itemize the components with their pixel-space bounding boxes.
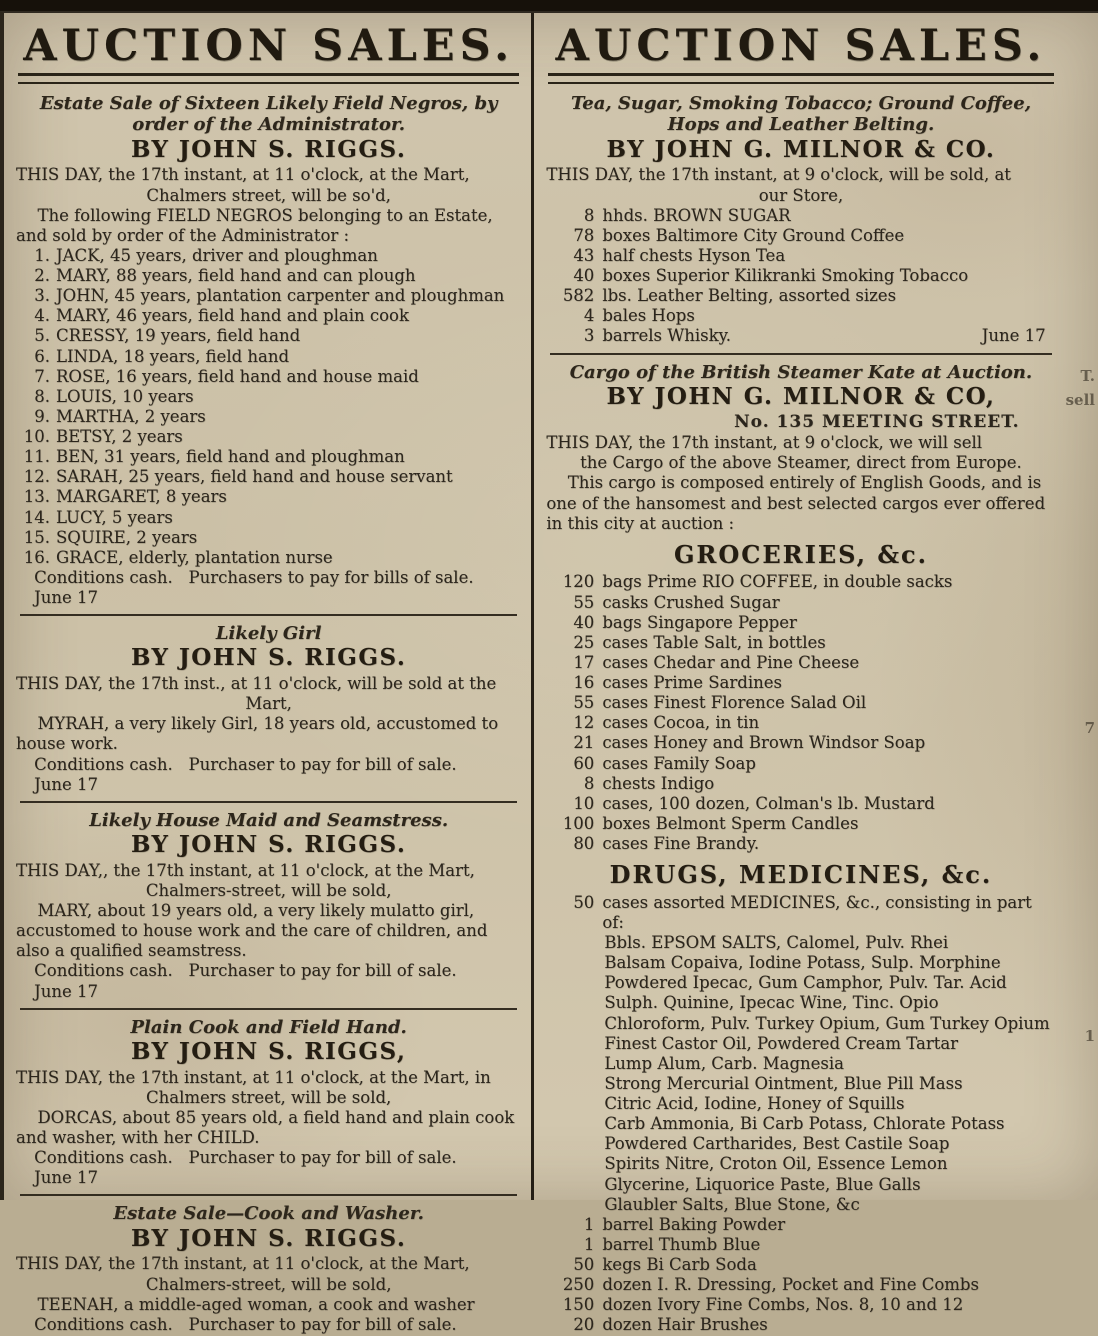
goods-entry xyxy=(546,613,1055,633)
item-text: cases Honey and Brown Windsor Soap xyxy=(602,733,926,753)
drug-line: Glaubler Salts, Blue Stone, &c xyxy=(604,1194,860,1214)
quantity: 80 xyxy=(573,834,595,854)
item-text: cases Cocoa, in tin xyxy=(602,713,760,733)
body-line: THIS DAY,, the 17th instant, at 11 o'clock, at the Mart, xyxy=(16,860,475,880)
item-text: LOUIS, 10 years xyxy=(56,386,194,406)
ad-separator-rule xyxy=(20,1194,517,1196)
ad-title: Estate Sale of Sixteen Likely Field Negros, by order of the Administrator. xyxy=(39,93,498,136)
quantity: 16 xyxy=(573,673,595,693)
masthead-double-rule xyxy=(18,73,519,84)
quantity: 21 xyxy=(573,733,595,753)
ad-cargo-steamer-kate xyxy=(546,362,1055,1336)
body-line: THIS DAY, the 17th instant, at 9 o'clock, will be sold, at xyxy=(546,165,1011,185)
groceries-list xyxy=(546,572,1055,854)
quantity: 11. xyxy=(23,447,50,467)
ad-estate-sale-cook-washer xyxy=(16,1203,521,1334)
quantity: 150 xyxy=(562,1295,595,1315)
person-entry xyxy=(16,246,521,266)
person-entry xyxy=(16,427,521,447)
body-line: the Cargo of the above Steamer, direct from Europe. xyxy=(580,453,1022,473)
ad-body xyxy=(16,674,521,755)
person-entry xyxy=(16,326,521,346)
item-text: cases Fine Brandy. xyxy=(602,834,760,854)
item-text: cases Family Soap xyxy=(602,753,756,773)
ad-body xyxy=(16,1068,521,1149)
goods-entry xyxy=(546,893,1055,933)
body-line: THIS DAY, the 17th instant, at 11 o'clock, at the Mart, xyxy=(16,165,470,185)
person-entry xyxy=(16,467,521,487)
item-text: cases Chedar and Pine Cheese xyxy=(602,652,860,672)
auctioneer-byline: BY JOHN S. RIGGS, xyxy=(130,1037,407,1065)
quantity: 43 xyxy=(573,245,595,265)
item-text: hhds. BROWN SUGAR xyxy=(602,205,791,225)
goods-entry xyxy=(546,306,1055,326)
item-text: dozen Hair Brushes xyxy=(602,1315,768,1335)
body-line: THIS DAY, the 17th instant, at 11 o'clock, at the Mart, xyxy=(16,1254,470,1274)
quantity: 55 xyxy=(573,693,595,713)
quantity: 12 xyxy=(573,713,595,733)
item-text: SARAH, 25 years, field hand and house servant xyxy=(56,467,453,487)
item-text: GRACE, elderly, plantation nurse xyxy=(56,547,333,567)
quantity: 14. xyxy=(23,507,50,527)
numbered-person-list xyxy=(16,246,521,568)
ad-title: Tea, Sugar, Smoking Tobacco; Ground Coffee, Hops and Leather Belting. xyxy=(570,93,1031,136)
item-text: SQUIRE, 2 years xyxy=(56,527,198,547)
goods-entry xyxy=(546,593,1055,613)
goods-entry xyxy=(546,1255,1055,1275)
item-text: barrels Whisky. xyxy=(602,326,731,346)
left-masthead-title: AUCTION SALES. xyxy=(23,21,515,71)
auctioneer-byline: BY JOHN S. RIGGS. xyxy=(130,135,407,163)
text-fragment: 7 xyxy=(1084,719,1095,737)
right-masthead-title: AUCTION SALES. xyxy=(555,21,1047,71)
newspaper-sheet xyxy=(0,11,1098,1335)
goods-entry xyxy=(546,246,1055,266)
conditions-line: Conditions cash. Purchasers to pay for bills of sale. xyxy=(34,567,474,587)
auctioneer-address: No. 135 MEETING STREET. xyxy=(734,412,1020,433)
ad-separator-rule xyxy=(20,614,517,616)
quantity: 12. xyxy=(23,467,50,487)
ad-date: June 17 xyxy=(34,774,99,794)
ad-separator-rule xyxy=(550,353,1051,355)
body-line: The following FIELD NEGROS belonging to an Estate, and sold by order of the Administrator : xyxy=(16,205,493,245)
ad-title: Likely Girl xyxy=(215,623,322,645)
person-entry xyxy=(16,387,521,407)
drug-line: Citric Acid, Iodine, Honey of Squills xyxy=(604,1094,905,1114)
body-line: Chalmers street, will be sold, xyxy=(146,1087,392,1107)
person-entry xyxy=(16,487,521,507)
quantity: 9. xyxy=(34,406,50,426)
goods-entry xyxy=(546,713,1055,733)
person-entry xyxy=(16,508,521,528)
goods-entry xyxy=(546,1315,1055,1335)
item-text: barrel Thumb Blue xyxy=(602,1234,761,1254)
body-line: MYRAH, a very likely Girl, 18 years old, accustomed to house work. xyxy=(16,714,499,754)
body-line: This cargo is composed entirely of English Goods, and is one of the hansomest and best selected cargos ever offered in this city at auction : xyxy=(546,473,1046,533)
page-top-edge xyxy=(0,0,1098,11)
drug-line: Carb Ammonia, Bi Carb Potass, Chlorate Potass xyxy=(604,1114,1005,1134)
body-line: THIS DAY, the 17th inst., at 11 o'clock, will be sold at the xyxy=(16,674,497,694)
auctioneer-byline: BY JOHN S. RIGGS. xyxy=(130,644,407,672)
conditions-line: Conditions cash. Purchaser to pay for bill of sale. xyxy=(34,1314,457,1334)
goods-entry xyxy=(546,673,1055,693)
goods-entry xyxy=(546,226,1055,246)
person-entry xyxy=(16,266,521,286)
goods-entry xyxy=(546,206,1055,226)
item-date: June 17 xyxy=(981,326,1046,346)
ad-date: June 17 xyxy=(34,981,99,1001)
quantity: 1 xyxy=(583,1234,595,1254)
goods-entry xyxy=(546,286,1055,306)
person-entry xyxy=(16,407,521,427)
goods-entry xyxy=(546,1235,1055,1255)
quantity: 50 xyxy=(573,892,595,912)
ad-house-maid-seamstress xyxy=(16,810,521,1002)
person-entry xyxy=(16,528,521,548)
body-line: Mart, xyxy=(245,694,292,714)
item-text: boxes Baltimore City Ground Coffee xyxy=(602,225,905,245)
auctioneer-byline: BY JOHN S. RIGGS. xyxy=(130,1224,407,1252)
text-fragment: sell xyxy=(1065,391,1095,409)
auctioneer-byline: BY JOHN G. MILNOR & CO. xyxy=(606,135,996,163)
item-text: cases, 100 dozen, Colman's lb. Mustard xyxy=(602,793,935,813)
quantity: 8 xyxy=(583,773,595,793)
body-line: Chalmers-street, will be sold, xyxy=(145,1274,392,1294)
ad-separator-rule xyxy=(20,1008,517,1010)
item-text: MARY, 46 years, field hand and plain cook xyxy=(56,306,409,326)
quantity: 40 xyxy=(573,266,595,285)
quantity: 1 xyxy=(583,1214,595,1234)
conditions-line: Conditions cash. Purchaser to pay for bill of sale. xyxy=(34,754,457,774)
right-column xyxy=(534,13,1065,1335)
quantity: 1. xyxy=(34,245,50,265)
item-text: lbs. Leather Belting, assorted sizes xyxy=(602,286,897,306)
item-text: JACK, 45 years, driver and ploughman xyxy=(56,245,378,265)
body-line: THIS DAY, the 17th instant, at 11 o'clock, at the Mart, in xyxy=(16,1067,491,1087)
drug-line: Lump Alum, Carb. Magnesia xyxy=(604,1053,844,1073)
quantity: 7. xyxy=(34,366,50,386)
item-text: half chests Hyson Tea xyxy=(602,245,786,265)
drug-line: Powdered Ipecac, Gum Camphor, Pulv. Tar. Acid xyxy=(604,973,1007,993)
ad-body xyxy=(546,165,1055,205)
quantity: 5. xyxy=(34,326,50,346)
item-text: barrel Baking Powder xyxy=(602,1214,786,1234)
drug-line: Strong Mercurial Ointment, Blue Pill Mass xyxy=(604,1073,963,1093)
ad-title: Cargo of the British Steamer Kate at Auction. xyxy=(569,361,1033,383)
body-line: Chalmers street, will be so'd, xyxy=(146,185,391,205)
item-text: MARGARET, 8 years xyxy=(56,487,227,507)
conditions-line: Conditions cash. Purchaser to pay for bill of sale. xyxy=(34,961,457,981)
ad-title: Estate Sale—Cook and Washer. xyxy=(113,1203,424,1225)
item-text: boxes Belmont Sperm Candles xyxy=(602,813,859,833)
ad-estate-sale-sixteen-field-negros xyxy=(16,93,521,608)
quantity: 8. xyxy=(34,386,50,406)
quantity: 6. xyxy=(34,346,50,366)
ad-date: June 17 xyxy=(34,588,99,607)
person-entry xyxy=(16,548,521,568)
item-text: BEN, 31 years, field hand and ploughman xyxy=(56,447,405,467)
drug-line: Spirits Nitre, Croton Oil, Essence Lemon xyxy=(604,1154,948,1174)
quantity: 3. xyxy=(34,286,50,306)
item-text: boxes Superior Kilikranki Smoking Tobacco xyxy=(602,266,969,285)
body-line: our Store, xyxy=(758,185,844,205)
goods-entry xyxy=(546,834,1055,854)
quantity: 25 xyxy=(573,632,595,652)
masthead-double-rule xyxy=(548,73,1053,84)
ad-date: June 17 xyxy=(34,1168,99,1188)
body-line: Chalmers-street, will be sold, xyxy=(145,880,392,900)
body-line: DORCAS, about 85 years old, a field hand and plain cook and washer, with her CHILD. xyxy=(16,1107,515,1148)
goods-entry xyxy=(546,266,1055,286)
adjacent-column-sliver xyxy=(1066,13,1098,1200)
drug-line: Balsam Copaiva, Iodine Potass, Sulp. Morphine xyxy=(604,953,1001,973)
item-text: dozen Ivory Fine Combs, Nos. 8, 10 and 12 xyxy=(602,1295,964,1315)
goods-entry xyxy=(546,653,1055,673)
item-text: BETSY, 2 years xyxy=(56,427,183,446)
item-text: bales Hops xyxy=(602,306,695,326)
quantity: 582 xyxy=(562,286,595,306)
quantity: 55 xyxy=(573,592,595,612)
ad-tea-sugar-tobacco xyxy=(546,93,1055,346)
ad-plain-cook-field-hand xyxy=(16,1017,521,1189)
quantity: 120 xyxy=(562,572,595,592)
goods-entry xyxy=(546,1275,1055,1295)
groceries-section-heading: GROCERIES, &c. xyxy=(673,539,928,569)
item-text: JOHN, 45 years, plantation carpenter and ploughman xyxy=(56,286,505,306)
person-entry xyxy=(16,367,521,387)
quantity: 13. xyxy=(23,487,50,507)
conditions-line: Conditions cash. Purchaser to pay for bill of sale. xyxy=(34,1148,457,1168)
quantity: 4 xyxy=(583,306,595,326)
goods-entry xyxy=(546,794,1055,814)
item-text: LUCY, 5 years xyxy=(56,507,173,527)
goods-list xyxy=(546,206,1055,347)
quantity: 15. xyxy=(23,527,50,547)
drug-line: Bbls. EPSOM SALTS, Calomel, Pulv. Rhei xyxy=(604,933,949,953)
goods-entry xyxy=(546,1295,1055,1315)
person-entry xyxy=(16,347,521,367)
body-line: TEENAH, a middle-aged woman, a cook and washer xyxy=(37,1294,475,1314)
quantity: 2. xyxy=(34,266,50,285)
quantity: 3 xyxy=(583,326,595,346)
item-text: bags Singapore Pepper xyxy=(602,612,797,632)
ad-body xyxy=(16,165,521,246)
item-text: cases Finest Florence Salad Oil xyxy=(602,693,867,713)
goods-entry xyxy=(546,754,1055,774)
quantity: 17 xyxy=(573,652,595,672)
quantity: 40 xyxy=(573,612,595,632)
text-fragment: 1 xyxy=(1084,1027,1095,1045)
quantity: 16. xyxy=(23,547,50,567)
ad-body xyxy=(546,433,1055,534)
ad-body xyxy=(16,861,521,962)
item-text: cases assorted MEDICINES, &c., consisting in part of: xyxy=(602,892,1032,932)
quantity: 78 xyxy=(573,225,595,245)
ad-likely-girl xyxy=(16,623,521,795)
item-text: chests Indigo xyxy=(602,773,715,793)
quantity: 8 xyxy=(583,205,595,225)
quantity: 100 xyxy=(562,813,595,833)
item-text: ROSE, 16 years, field hand and house maid xyxy=(56,366,419,386)
item-text: dozen I. R. Dressing, Pocket and Fine Combs xyxy=(602,1275,979,1295)
ad-title: Likely House Maid and Seamstress. xyxy=(89,809,449,831)
item-text: casks Crushed Sugar xyxy=(602,592,780,612)
drug-line: Chloroform, Pulv. Turkey Opium, Gum Turkey Opium xyxy=(604,1013,1050,1033)
item-text: CRESSY, 19 years, field hand xyxy=(56,326,301,346)
goods-entry xyxy=(546,814,1055,834)
item-text: MARY, 88 years, field hand and can plough xyxy=(56,266,416,285)
item-text: cases Prime Sardines xyxy=(602,673,782,693)
item-text: cases Table Salt, in bottles xyxy=(602,632,826,652)
auctioneer-byline: BY JOHN G. MILNOR & CO, xyxy=(606,382,996,410)
body-line: MARY, about 19 years old, a very likely mulatto girl, accustomed to house work and the care of children, and also a qualified seamstress. xyxy=(16,901,488,961)
goods-entry xyxy=(546,774,1055,794)
quantity: 10. xyxy=(23,427,50,446)
drugs-intro xyxy=(546,893,1055,933)
ad-body xyxy=(16,1254,521,1314)
quantity: 250 xyxy=(562,1275,595,1295)
item-text: bags Prime RIO COFFEE, in double sacks xyxy=(602,572,953,592)
drugs-section-heading: DRUGS, MEDICINES, &c. xyxy=(609,860,993,890)
quantity: 10 xyxy=(573,793,595,813)
drug-quantified-list xyxy=(546,1215,1055,1336)
quantity: 4. xyxy=(34,306,50,326)
auctioneer-byline: BY JOHN S. RIGGS. xyxy=(130,831,407,859)
ad-title: Plain Cook and Field Hand. xyxy=(130,1016,407,1038)
quantity: 60 xyxy=(573,753,595,773)
left-column xyxy=(4,13,531,1334)
goods-entry xyxy=(546,326,1055,346)
person-entry xyxy=(16,447,521,467)
item-text: MARTHA, 2 years xyxy=(56,406,206,426)
ad-separator-rule xyxy=(20,801,517,803)
drug-line: Finest Castor Oil, Powdered Cream Tartar xyxy=(604,1033,959,1053)
drug-line: Glycerine, Liquorice Paste, Blue Galls xyxy=(604,1174,921,1194)
goods-entry xyxy=(546,572,1055,592)
body-line: THIS DAY, the 17th instant, at 9 o'clock, we will sell xyxy=(546,433,983,453)
drug-line: Sulph. Quinine, Ipecac Wine, Tinc. Opio xyxy=(604,993,939,1013)
goods-entry xyxy=(546,1215,1055,1235)
goods-entry xyxy=(546,633,1055,653)
person-entry xyxy=(16,286,521,306)
goods-entry xyxy=(546,733,1055,753)
item-text: LINDA, 18 years, field hand xyxy=(56,346,290,366)
text-fragment: T. xyxy=(1080,367,1095,385)
person-entry xyxy=(16,306,521,326)
drug-assortment-list xyxy=(546,933,1055,1215)
quantity: 20 xyxy=(573,1315,595,1335)
goods-entry xyxy=(546,693,1055,713)
quantity: 50 xyxy=(573,1255,595,1275)
drug-line: Powdered Cartharides, Best Castile Soap xyxy=(604,1134,950,1154)
item-text: kegs Bi Carb Soda xyxy=(602,1255,757,1275)
